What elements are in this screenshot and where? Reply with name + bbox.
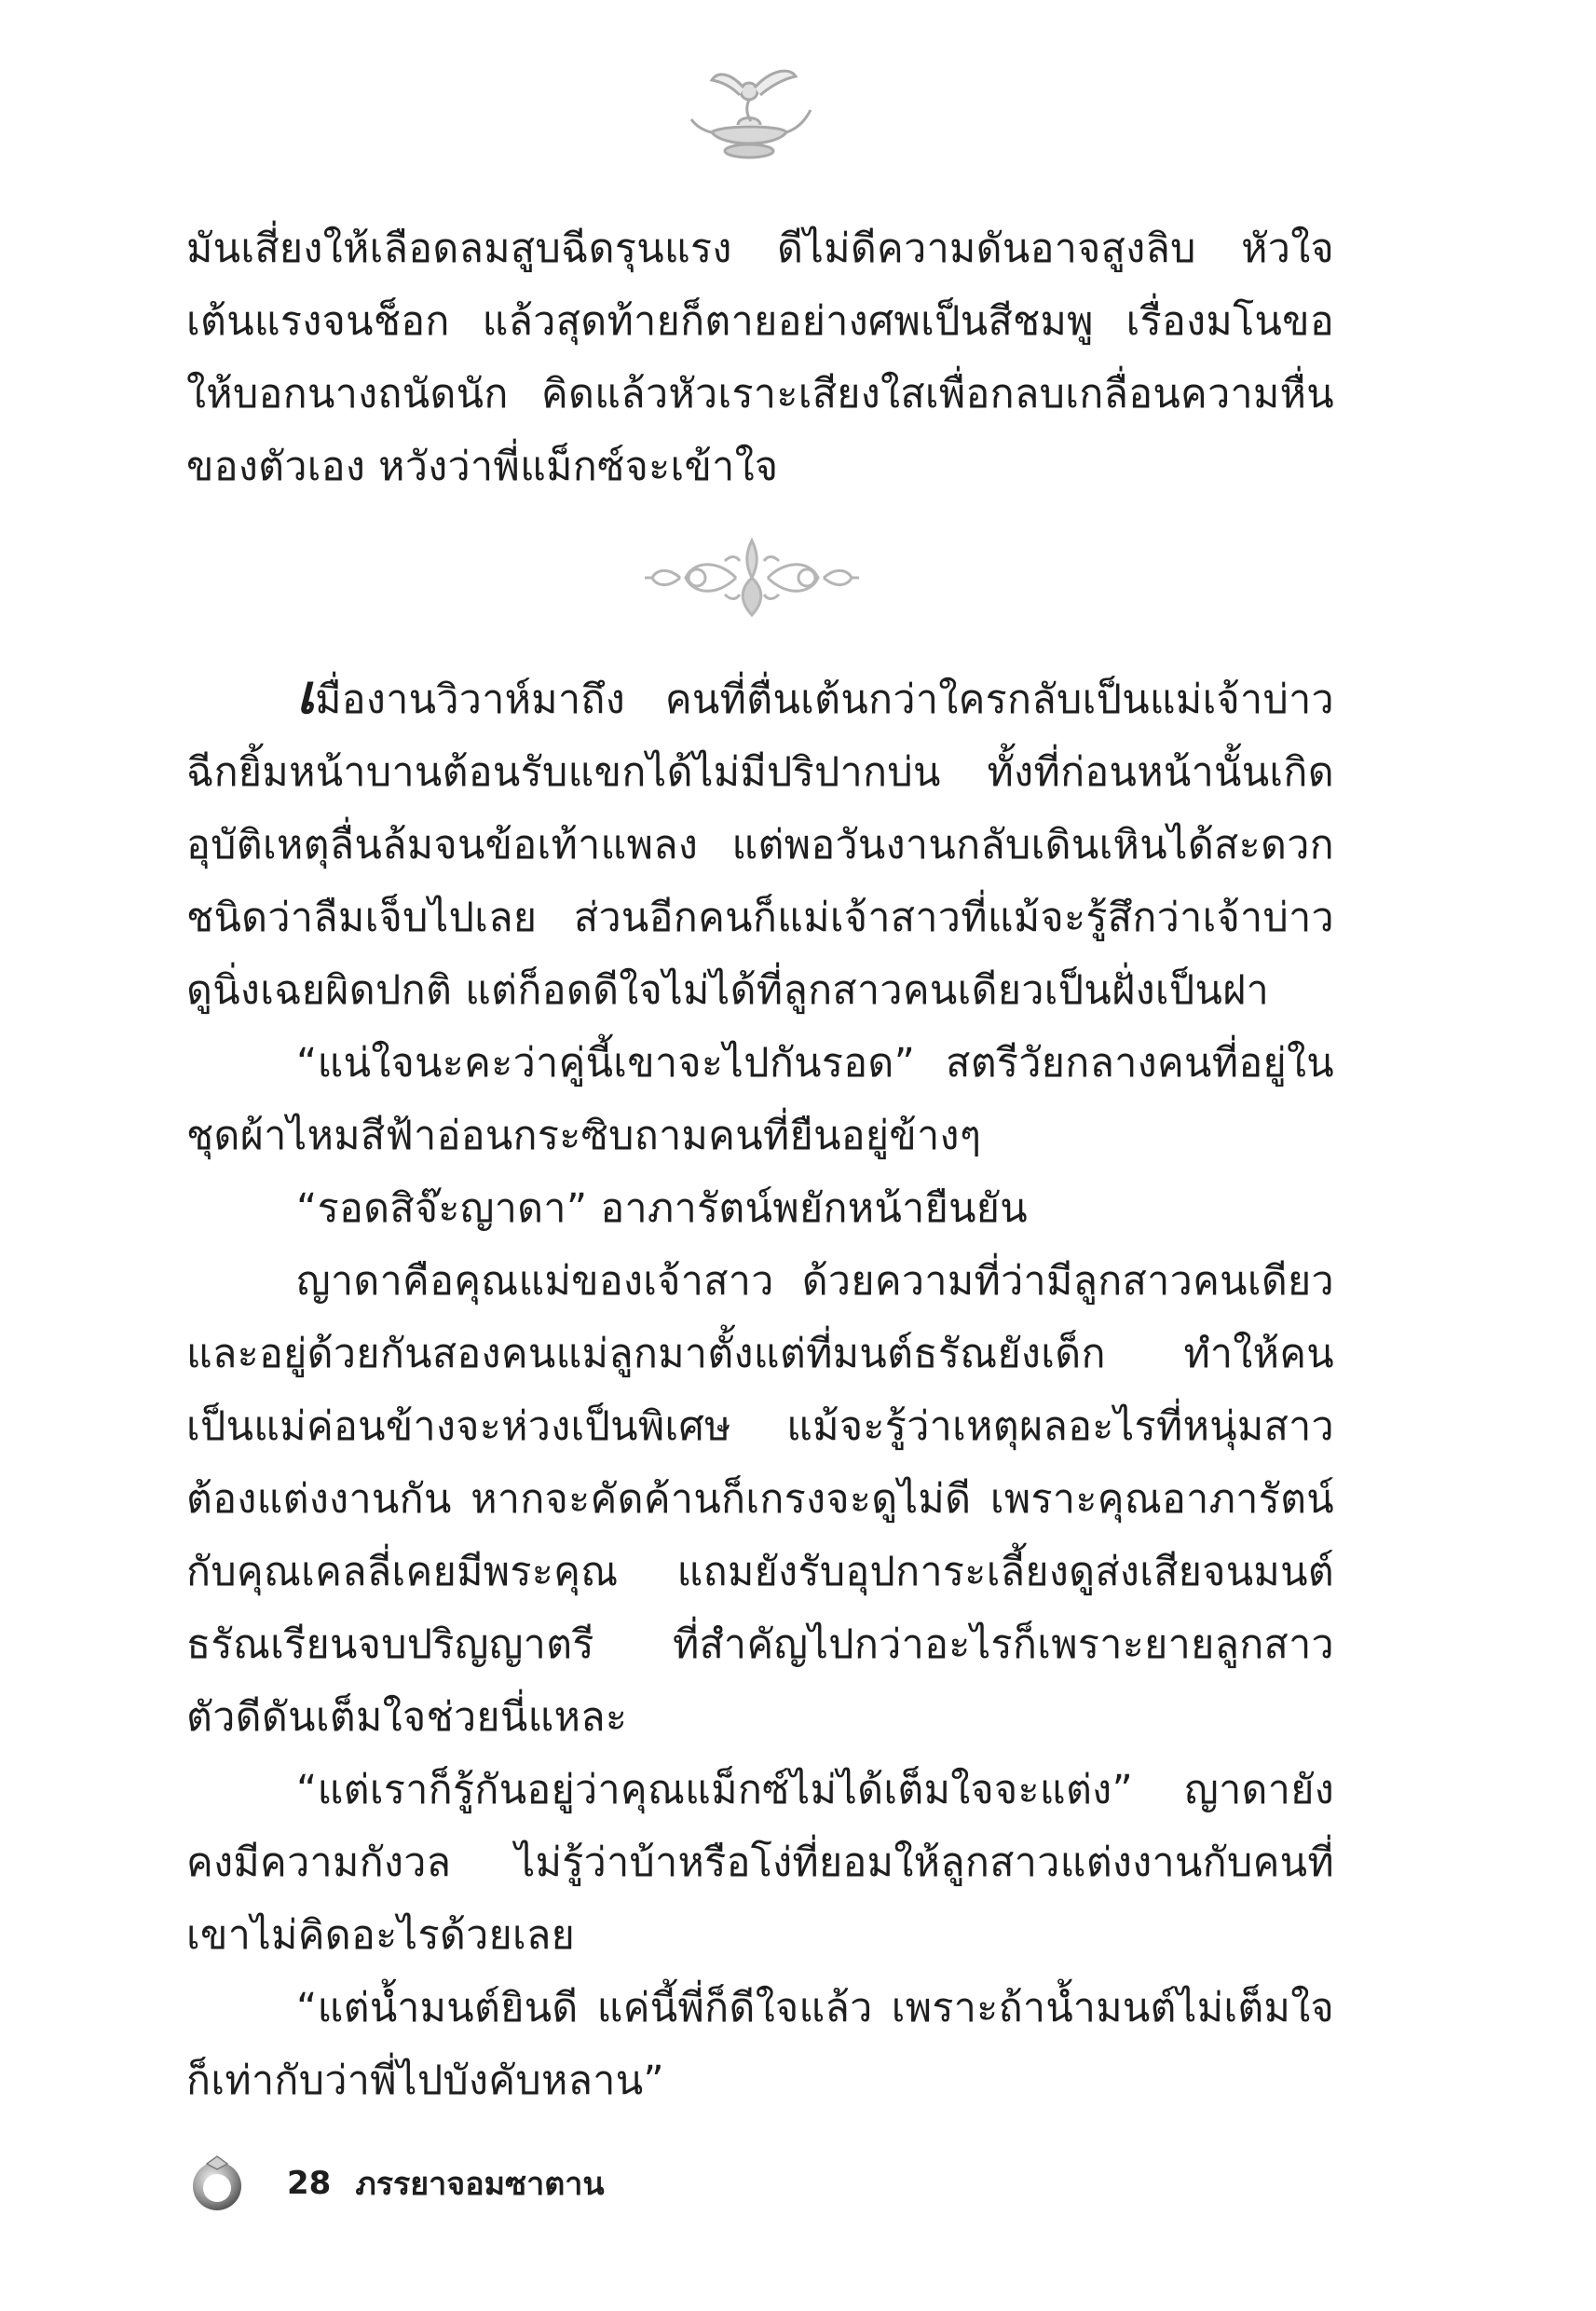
paragraph: “แต่น้ำมนต์ยินดี แค่นี้พี่ก็ดีใจแล้ว เพราะถ้าน้ำมนต์ไม่เต็มใจก็เท่ากับว่าพี่ไปบังคับหลาน” [186,1985,1334,2104]
genie-lamp-icon [686,54,816,166]
top-text-block [186,212,1334,503]
top-paragraph: มันเสี่ยงให้เลือดลมสูบฉีดรุนแรง ดีไม่ดีความดันอาจสูงลิบ หัวใจเต้นแรงจนช็อก แล้วสุดท้ายก็ตายอย่างศพเป็นสีชมพู เรื่องมโนขอให้บอกนางถนัดนัก คิดแล้วหัวเราะเสียงใสเพื่อกลบเกลื่อนความหื่นของตัวเอง หวังว่าพี่แม็กซ์จะเข้าใจ [186,226,1334,490]
page-number: 28 [287,2165,332,2202]
paragraph: “แต่เราก็รู้กันอยู่ว่าคุณแม็กซ์ไม่ได้เต็มใจจะแต่ง” ญาดายังคงมีความกังวล ไม่รู้ว่าบ้าหรือโง่ที่ยอมให้ลูกสาวแต่งงานกับคนที่เขาไม่คิดอะไรด้วยเลย [186,1767,1334,1959]
paragraph: “แน่ใจนะคะว่าคู่นี้เขาจะไปกันรอด” สตรีวัยกลางคนที่อยู่ในชุดผ้าไหมสีฟ้าอ่อนกระซิบถามคนที่ยืนอยู่ข้างๆ [186,1040,1334,1159]
scroll-ornament-divider [643,533,861,622]
page-footer [186,2151,605,2216]
main-text-block [186,658,1334,2117]
opening-paragraph-text: มื่องานวิวาห์มาถึง คนที่ตื่นเต้นกว่าใครกลับเป็นแม่เจ้าบ่าว ฉีกยิ้มหน้าบานต้อนรับแขกได้ไม่มีปริปากบ่น ทั้งที่ก่อนหน้านั้นเกิดอุบัติเหตุลื่นล้มจนข้อเท้าแพลง แต่พอวันงานกลับเดินเหินได้สะดวกชนิดว่าลืมเจ็บไปเลย ส่วนอีกคนก็แม่เจ้าสาวที่แม้จะรู้สึกว่าเจ้าบ่าวดูนิ่งเฉยผิดปกติ แต่ก็อดดีใจไม่ได้ที่ลูกสาวคนเดียวเป็นฝั่งเป็นฝา [186,677,1334,1014]
paragraph: “รอดสิจ๊ะญาดา” อาภารัตน์พยักหน้ายืนยัน [296,1185,1028,1232]
dropcap-letter: เ [296,663,316,726]
book-title: ภรรยาจอมซาตาน [355,2166,605,2203]
ring-icon [186,2153,248,2214]
paragraph: ญาดาคือคุณแม่ของเจ้าสาว ด้วยความที่ว่ามีลูกสาวคนเดียวและอยู่ด้วยกันสองคนแม่ลูกมาตั้งแต่ที่มนต์ธรัณยังเด็ก ทำให้คนเป็นแม่ค่อนข้างจะห่วงเป็นพิเศษ แม้จะรู้ว่าเหตุผลอะไรที่หนุ่มสาวต้องแต่งงานกัน หากจะคัดค้านก็เกรงจะดูไม่ดี เพราะคุณอาภารัตน์กับคุณเคลลี่เคยมีพระคุณ แถมยังรับอุปการะเลี้ยงดูส่งเสียจนมนต์ธรัณเรียนจบปริญญาตรี ที่สำคัญไปกว่าอะไรก็เพราะยายลูกสาวตัวดีดันเต็มใจช่วยนี่แหละ [186,1258,1334,1741]
opening-paragraph [186,658,1334,1027]
